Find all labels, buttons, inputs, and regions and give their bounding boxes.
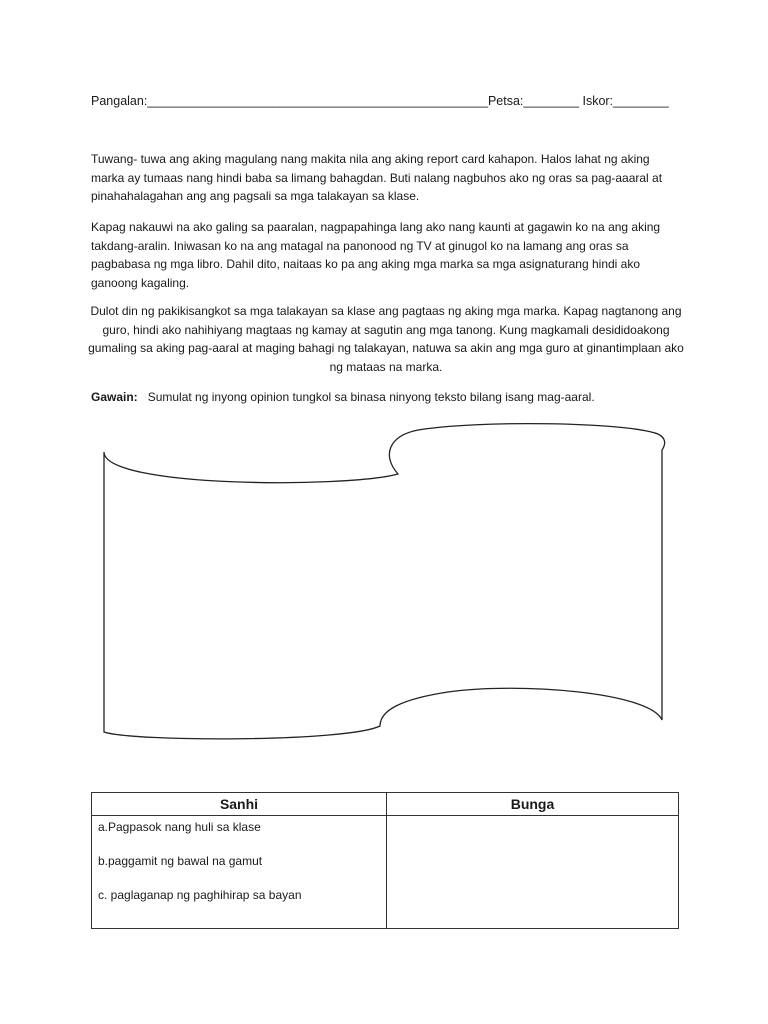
cause-item: a.Pagpasok nang huli sa klase xyxy=(98,820,261,834)
scroll-writing-area[interactable] xyxy=(98,422,670,742)
task-label: Gawain: xyxy=(91,390,138,404)
task-instruction xyxy=(91,388,691,406)
cause-list xyxy=(92,816,386,922)
cause-item: b.paggamit ng bawal na gamut xyxy=(98,854,263,868)
paragraph-1: Tuwang- tuwa ang aking magulang nang makita nila ang aking report card kahapon. Halos lahat ng aking marka ay tumaas nang hindi baba sa limang bahagdan. Buti nalang nagbuhos ako ng oras sa pag-aaaral at pinahahalagahan ang ang pagsali sa mga talakayan sa klase. xyxy=(91,152,663,203)
scroll-outline xyxy=(104,424,665,739)
cause-item: c. paglaganap ng paghihirap sa bayan xyxy=(98,888,302,902)
student-info-line: Pangalan:_________________________________________________Petsa:________ Iskor:________ xyxy=(91,94,669,108)
header-sanhi: Sanhi xyxy=(92,793,387,816)
paragraph-3: Dulot din ng pakikisangkot sa mga talakayan sa klase ang pagtaas ng aking mga marka. Kapag nagtanong ang guro, hindi ako nahihiyang magtaas ng kamay at sagutin ang mga tanong. Kung magkamali desididoakong gumaling sa aking pag-aaral at maging bahagi ng talakayan, natuwa sa akin ang mga guro at ginantimplaan ako ng mataas na marka. xyxy=(88,304,684,374)
task-text: Sumulat ng inyong opinion tungkol sa binasa ninyong teksto bilang isang mag-aaral. xyxy=(137,390,595,404)
header-bunga: Bunga xyxy=(387,793,679,816)
bunga-answer-cell[interactable] xyxy=(387,816,679,929)
sanhi-cell xyxy=(92,816,387,929)
paragraph-2: Kapag nakauwi na ako galing sa paaralan, nagpapahinga lang ako nang kaunti at gagawin ko na ang aking takdang-aralin. Iniwasan ko na ang matagal na panonood ng TV at ginugol ko na lamang ang oras sa pagbabasa ng mga libro. Dahil dito, naitaas ko pa ang aking mga marka sa mga asignaturang hindi ako ganoong kagaling. xyxy=(91,220,661,290)
cause-effect-table xyxy=(91,792,679,929)
